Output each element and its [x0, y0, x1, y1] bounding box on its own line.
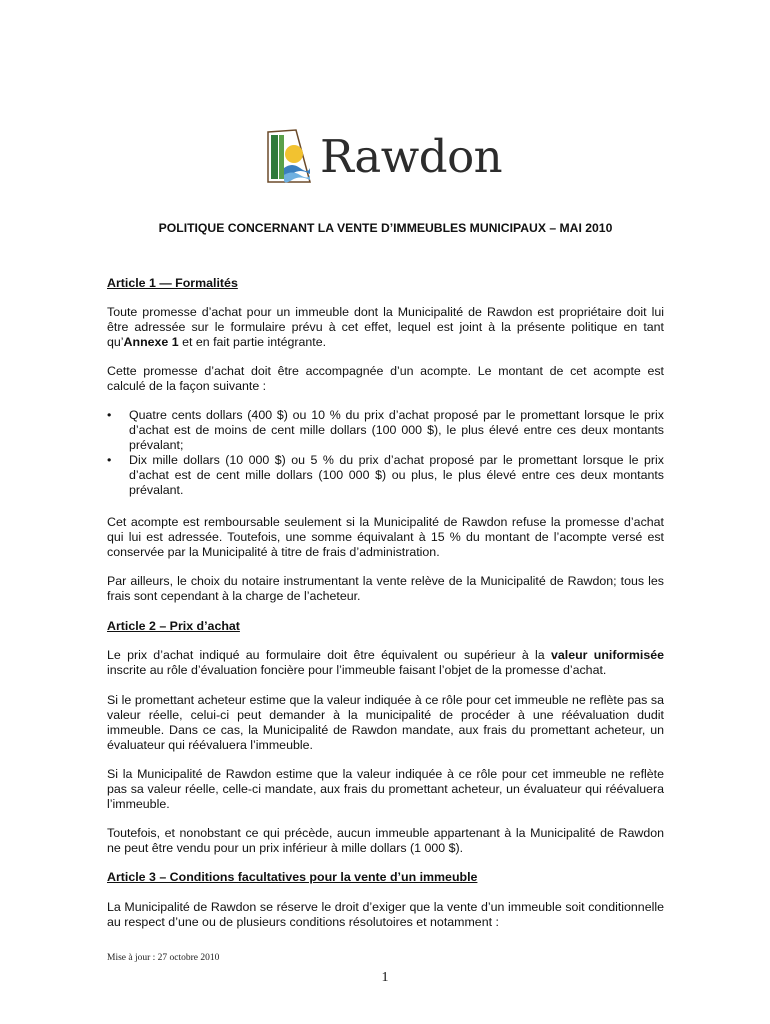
document-title: POLITIQUE CONCERNANT LA VENTE D’IMMEUBLES MUNICIPAUX – MAI 2010 [158, 221, 613, 235]
article-3-heading [107, 870, 664, 885]
valeur-uniformisee-term: valeur uniformisée [550, 648, 665, 662]
article-3-paragraph-1: La Municipalité de Rawdon se réserve le droit d’exiger que la vente d’un immeuble soit conditionnelle au respect d’une ou de plusieurs conditions résolutoires et notamment : [107, 900, 664, 929]
annexe-reference: Annexe 1 [123, 335, 179, 349]
logo-wordmark: Rawdon [320, 129, 503, 183]
article-1-paragraph-4: Par ailleurs, le choix du notaire instrumentant la vente relève de la Municipalité de Rawdon; tous les frais sont cependant à la charge de l’acheteur. [107, 574, 664, 603]
footer-update-date: Mise à jour : 27 octobre 2010 [107, 953, 220, 963]
article-2-paragraph-3: Si la Municipalité de Rawdon estime que la valeur indiquée à ce rôle pour cet immeuble ne reflète pas sa valeur réelle, celle-ci mandate, aux frais du promettant acheteur, un évaluateur qui réévaluera l’immeuble. [107, 767, 664, 811]
article-2-heading [107, 619, 664, 634]
article-2-paragraph-1 [107, 648, 664, 678]
bullet-item: • Quatre cents dollars (400 $) ou 10 % du prix d’achat proposé par le promettant lorsque le prix d’achat est de moins de cent mille dollars (100 000 $), le plus élevé entre ces deux montants prévalant; [107, 408, 664, 453]
article-1-p1-tail: et en fait partie intégrante. [178, 335, 327, 349]
article-1-paragraph-3: Cet acompte est remboursable seulement si la Municipalité de Rawdon refuse la promesse d’achat qui lui est adressée. Toutefois, une somme équivalant à 15 % du montant de l’acompte versé est conservée par la Municipalité à titre de frais d’administration. [107, 515, 664, 559]
article-2-p1-tail: inscrite au rôle d’évaluation foncière pour l’immeuble faisant l’objet de la promesse d’achat. [107, 663, 607, 677]
article-2-heading-text: Article 2 – Prix d’achat [107, 619, 240, 633]
article-1-paragraph-2: Cette promesse d’achat doit être accompagnée d’un acompte. Le montant de cet acompte est calculé de la façon suivante : [107, 364, 664, 393]
article-3-heading-text: Article 3 – Conditions facultatives pour la vente d’un immeuble [107, 870, 478, 884]
article-1-paragraph-1 [107, 305, 664, 350]
article-1-p1-text: Toute promesse d’achat pour un immeuble dont la Municipalité de Rawdon est propriétaire doit lui être adressée sur le formulaire prévu à cet effet, lequel est joint à la présente politique en tant qu’ [107, 305, 664, 349]
rawdon-emblem-icon [266, 128, 312, 184]
article-2-paragraph-2: Si le promettant acheteur estime que la valeur indiquée à ce rôle pour cet immeuble ne reflète pas sa valeur réelle, celui-ci peut demander à la municipalité de procéder à une réévaluation dudit immeuble. Dans ce cas, la Municipalité de Rawdon mandate, aux frais du promettant acheteur, un évaluateur qui réévaluera l’immeuble. [107, 693, 664, 752]
page-number: 1 [381, 970, 389, 985]
article-2-p1-text: Le prix d’achat indiqué au formulaire doit être équivalent ou supérieur à la [107, 648, 551, 662]
article-1-heading-text: Article 1 — Formalités [107, 276, 238, 290]
article-2-paragraph-4: Toutefois, et nonobstant ce qui précède, aucun immeuble appartenant à la Municipalité de Rawdon ne peut être vendu pour un prix inférieur à mille dollars (1 000 $). [107, 826, 664, 855]
acompte-bullet-list [107, 408, 664, 498]
bullet-item: • Dix mille dollars (10 000 $) ou 5 % du prix d’achat proposé par le promettant lorsque le prix d’achat est de cent mille dollars (100 000 $) ou plus, le plus élevé entre ces deux montants prévalant. [107, 453, 664, 498]
rawdon-logo [266, 126, 506, 186]
article-1-heading [107, 276, 664, 291]
